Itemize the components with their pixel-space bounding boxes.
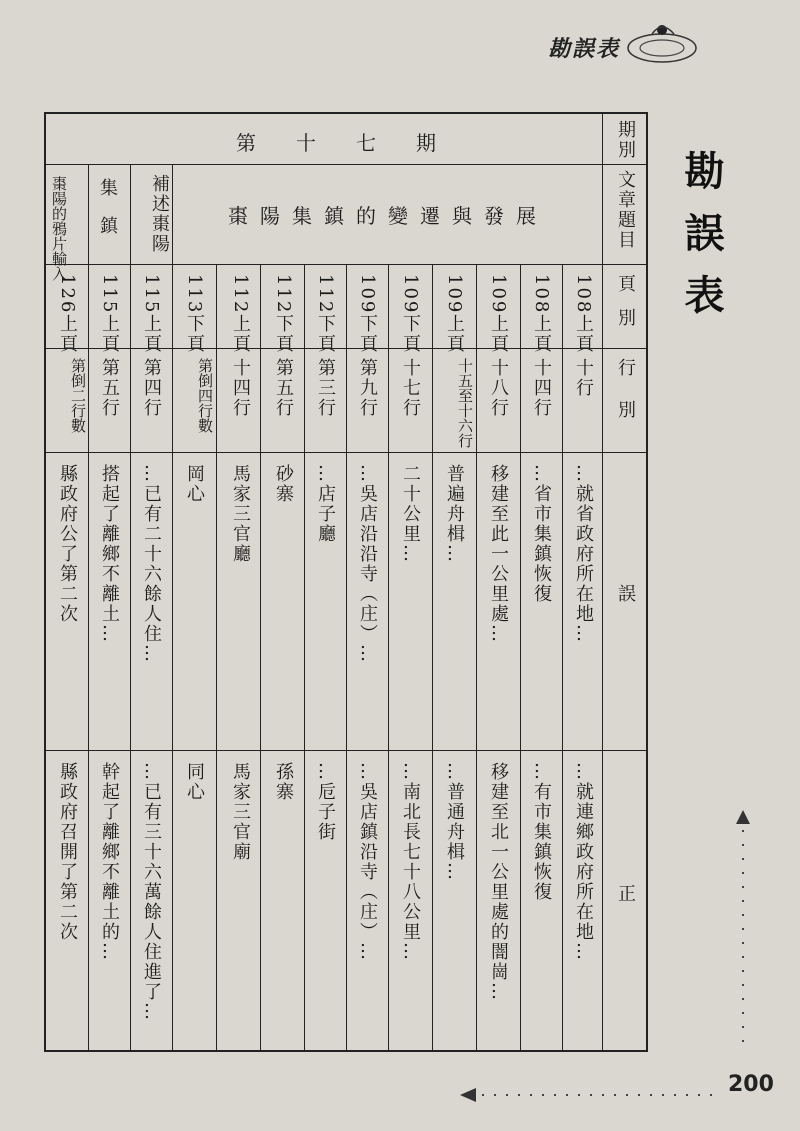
row-10-page: 113下頁 [184, 274, 205, 355]
row-2-line: 十四行 [531, 358, 552, 418]
row-12-page: 115上頁 [99, 274, 120, 355]
article-main: 棗陽集鎮的變遷與發展 [228, 204, 548, 228]
row-1-line: 十行 [573, 358, 594, 398]
article-label: 文章題目 [615, 170, 636, 250]
row-1-wrong: …就省政府所在地… [573, 464, 594, 644]
row-9-right: 馬家三官廟 [230, 762, 251, 862]
period-value: 第十七期 [236, 131, 476, 155]
row-5-page: 109下頁 [400, 274, 421, 355]
row-11-page: 115上頁 [141, 274, 162, 355]
row-13-line: 第倒二行數 [69, 358, 87, 433]
row-7-right: …卮子街 [315, 762, 336, 842]
row-2-wrong: …省市集鎮恢復 [531, 464, 552, 604]
header-title: 勘誤表 [547, 37, 620, 62]
row-10-right: 同心 [184, 762, 205, 802]
row-8-wrong: 砂寨 [273, 464, 294, 504]
row-4-line: 十五至十六行 [456, 358, 474, 448]
row-1-page: 108上頁 [573, 274, 594, 355]
row-7-line: 第三行 [315, 358, 336, 418]
row-11-wrong: …已有二十六餘人住… [141, 464, 162, 664]
row-6-page: 109下頁 [357, 274, 378, 355]
row-1-right: …就連鄉政府所在地… [573, 762, 594, 962]
row-4-wrong: 普遍舟楫… [444, 464, 465, 564]
row-13-wrong: 縣政府公了第二次 [57, 464, 78, 624]
errata-table [44, 112, 648, 1052]
row-7-page: 112下頁 [315, 274, 336, 355]
row-3-page: 109上頁 [488, 274, 509, 355]
doodle-logo-icon [618, 14, 708, 74]
row-13-right: 縣政府召開了第二次 [57, 762, 78, 942]
wrong-label: 誤 [615, 584, 636, 604]
right-label: 正 [615, 884, 636, 904]
row-12-line: 第五行 [99, 358, 120, 418]
row-2-page: 108上頁 [531, 274, 552, 355]
row-12-wrong: 搭起了離鄉不離土… [99, 464, 120, 644]
row-8-line: 第五行 [273, 358, 294, 418]
row-6-wrong: …吳店沿沿寺（庄）… [357, 464, 378, 664]
row-13-page: 126上頁 [57, 274, 78, 355]
row-5-line: 十七行 [400, 358, 421, 418]
row-6-right: …吳店鎮沿寺（庄）… [357, 762, 378, 962]
row-6-line: 第九行 [357, 358, 378, 418]
row-7-wrong: …店子廳 [315, 464, 336, 544]
row-10-line: 第倒四行數 [196, 358, 214, 433]
row-2-right: …有市集鎮恢復 [531, 762, 552, 902]
row-11-line: 第四行 [141, 358, 162, 418]
article-sub3: 棗陽的鴉片輸入 [50, 176, 68, 281]
row-8-right: 孫寨 [273, 762, 294, 802]
page-number: 200 [728, 1072, 774, 1097]
page-label: 頁別 [615, 274, 636, 342]
row-9-wrong: 馬家三官廳 [230, 464, 251, 564]
dotted-arrow-up-icon [728, 808, 758, 1058]
row-3-right: 移建至北一公里處的闇崗… [488, 762, 509, 1002]
row-12-right: 幹起了離鄉不離土的… [99, 762, 120, 962]
row-9-line: 十四行 [230, 358, 251, 418]
row-5-right: …南北長七十八公里… [400, 762, 421, 962]
row-5-wrong: 二十公里… [400, 464, 421, 564]
dotted-arrow-left-icon [458, 1080, 728, 1110]
row-4-right: …普通舟楫… [444, 762, 465, 882]
side-title: 勘誤表 [678, 150, 725, 336]
row-3-line: 十八行 [488, 358, 509, 418]
row-4-page: 109上頁 [444, 274, 465, 355]
row-3-wrong: 移建至此一公里處… [488, 464, 509, 644]
period-label: 期別 [615, 120, 636, 160]
row-11-right: …已有三十六萬餘人住進了… [141, 762, 162, 1022]
row-9-page: 112上頁 [230, 274, 251, 355]
row-10-wrong: 岡心 [184, 464, 205, 504]
article-sub2: 集鎮 [97, 178, 118, 254]
row-8-page: 112下頁 [273, 274, 294, 355]
line-label: 行別 [615, 358, 636, 442]
article-sub1: 補述棗陽 [149, 174, 170, 254]
